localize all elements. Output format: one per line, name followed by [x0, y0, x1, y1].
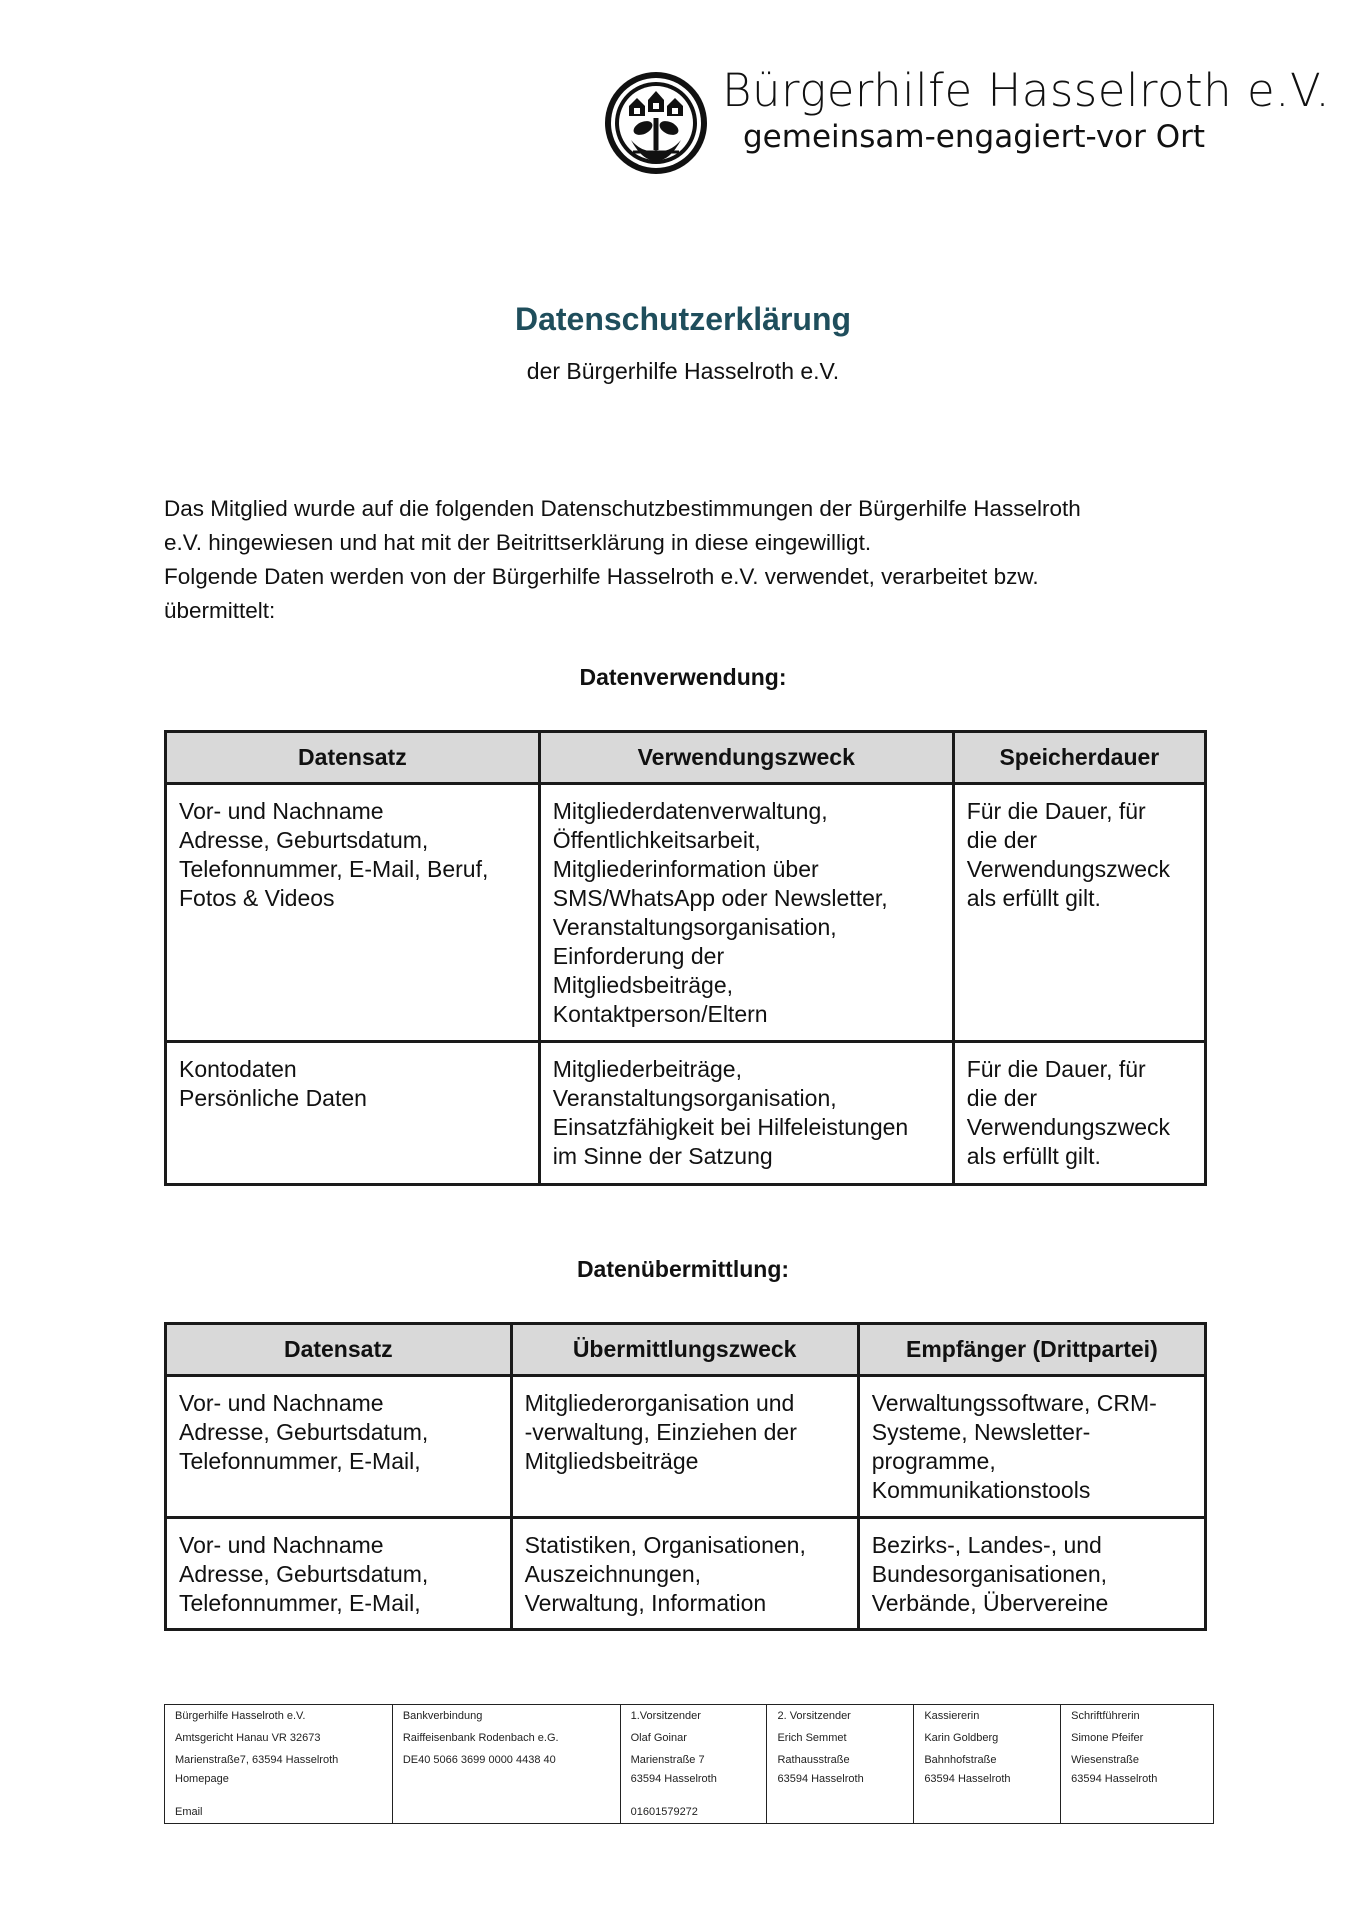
usage-heading: Datenverwendung: — [579, 664, 787, 690]
column-header: Übermittlungszweck — [511, 1324, 858, 1376]
cell-line: Mitgliedsbeiträge — [524, 1448, 699, 1474]
org-name: Bürgerhilfe Hasselroth e.V. — [722, 64, 1331, 117]
column-header: Empfänger (Drittpartei) — [858, 1324, 1205, 1376]
cell-line: die der — [966, 827, 1038, 853]
cell-line: im Sinne der Satzung — [552, 1143, 773, 1169]
cell-line: Einforderung der — [552, 943, 725, 969]
cell-line: Öffentlichkeitsarbeit, — [552, 827, 761, 853]
cell-line: Veranstaltungsorganisation, — [552, 1085, 837, 1111]
footer-cell: 63594 Hasselroth — [914, 1771, 1061, 1801]
cell-line: Systeme, Newsletter- — [871, 1419, 1091, 1445]
cell-line: Kommunikationstools — [871, 1477, 1091, 1503]
table-cell — [953, 1042, 1205, 1185]
column-header: Datensatz — [166, 1324, 512, 1376]
cell-line: Mitgliederbeiträge, — [552, 1056, 742, 1082]
org-slogan: gemeinsam-engagiert-vor Ort — [743, 119, 1206, 155]
cell-line: programme, — [871, 1448, 996, 1474]
footer-cell: 63594 Hasselroth — [767, 1771, 914, 1801]
table-row — [166, 1518, 1206, 1630]
cell-line: Kontaktperson/Eltern — [552, 1001, 768, 1027]
footer-cell: Marienstraße7, 63594 Hasselroth — [165, 1749, 393, 1771]
footer-row — [165, 1771, 1214, 1801]
table-row — [166, 1376, 1206, 1518]
table-row — [166, 1042, 1206, 1185]
footer-cell — [914, 1801, 1061, 1824]
cell-line: als erfüllt gilt. — [966, 1143, 1101, 1169]
cell-line: Mitgliederinformation über — [552, 856, 819, 882]
transfer-table — [164, 1322, 1207, 1631]
cell-line: Vor- und Nachname — [179, 1532, 384, 1558]
table-cell — [511, 1376, 858, 1518]
footer-cell: Schriftführerin — [1061, 1705, 1214, 1728]
footer-cell: Rathausstraße — [767, 1749, 914, 1771]
table-cell — [166, 1518, 512, 1630]
footer-cell: Bankverbindung — [392, 1705, 620, 1728]
footer-cell: Simone Pfeifer — [1061, 1727, 1214, 1749]
footer-cell: 2. Vorsitzender — [767, 1705, 914, 1728]
footer-cell: Amtsgericht Hanau VR 32673 — [165, 1727, 393, 1749]
column-header: Verwendungszweck — [539, 732, 953, 784]
footer-cell — [767, 1801, 914, 1824]
cell-line: Mitgliederorganisation und — [524, 1390, 795, 1416]
cell-line: Veranstaltungsorganisation, — [552, 914, 837, 940]
cell-line: als erfüllt gilt. — [966, 885, 1101, 911]
cell-line: Für die Dauer, für — [966, 1056, 1146, 1082]
cell-line: -verwaltung, Einziehen der — [524, 1419, 797, 1445]
table-cell — [953, 784, 1205, 1042]
footer-cell: Karin Goldberg — [914, 1727, 1061, 1749]
cell-line: Verwaltungssoftware, CRM- — [871, 1390, 1157, 1416]
cell-line: SMS/WhatsApp oder Newsletter, — [552, 885, 888, 911]
table-cell — [539, 1042, 953, 1185]
table-row — [166, 784, 1206, 1042]
cell-line: Persönliche Daten — [179, 1085, 367, 1111]
cell-line: Verwendungszweck — [966, 856, 1171, 882]
footer-row — [165, 1727, 1214, 1749]
table-cell — [166, 1376, 512, 1518]
footer-cell — [1061, 1801, 1214, 1824]
footer-email-label: Email — [165, 1801, 393, 1824]
footer-cell: Raiffeisenbank Rodenbach e.G. — [392, 1727, 620, 1749]
column-header: Speicherdauer — [953, 732, 1205, 784]
cell-line: Telefonnummer, E-Mail, — [179, 1590, 421, 1616]
cell-line: Verwaltung, Information — [524, 1590, 767, 1616]
footer-info-table — [164, 1704, 1214, 1824]
cell-line: Bundesorganisationen, — [871, 1561, 1108, 1587]
table-cell — [858, 1376, 1205, 1518]
footer-row — [165, 1801, 1214, 1824]
cell-line: Einsatzfähigkeit bei Hilfeleistungen — [552, 1114, 909, 1140]
table-cell — [539, 784, 953, 1042]
intro-line: e.V. hingewiesen und hat mit der Beitrittserklärung in diese eingewilligt. — [164, 530, 872, 555]
footer-cell: 63594 Hasselroth — [620, 1771, 767, 1801]
cell-line: Kontodaten — [179, 1056, 297, 1082]
intro-line: Das Mitglied wurde auf die folgenden Datenschutzbestimmungen der Bürgerhilfe Hasselroth — [164, 496, 1081, 521]
column-header: Datensatz — [166, 732, 540, 784]
footer-cell: Bürgerhilfe Hasselroth e.V. — [165, 1705, 393, 1728]
intro-line: übermittelt: — [164, 598, 276, 623]
cell-line: Mitgliederdatenverwaltung, — [552, 798, 828, 824]
cell-line: die der — [966, 1085, 1038, 1111]
cell-line: Verbände, Übervereine — [871, 1590, 1109, 1616]
transfer-heading: Datenübermittlung: — [576, 1256, 790, 1282]
footer-cell — [392, 1771, 620, 1801]
cell-line: Auszeichnungen, — [524, 1561, 702, 1587]
cell-line: Adresse, Geburtsdatum, — [179, 1561, 429, 1587]
footer-homepage-label: Homepage — [165, 1771, 393, 1801]
seal-tree-houses-icon — [603, 70, 709, 176]
intro-line: Folgende Daten werden von der Bürgerhilfe Hasselroth e.V. verwendet, verarbeitet bzw. — [164, 564, 1039, 589]
usage-table — [164, 730, 1207, 1186]
cell-line: Vor- und Nachname — [179, 798, 384, 824]
footer-cell: Marienstraße 7 — [620, 1749, 767, 1771]
table-cell — [511, 1518, 858, 1630]
table-header-row — [166, 1324, 1206, 1376]
table-header-row — [166, 732, 1206, 784]
table-cell — [858, 1518, 1205, 1630]
footer-cell: 1.Vorsitzender — [620, 1705, 767, 1728]
footer-cell: Erich Semmet — [767, 1727, 914, 1749]
cell-line: Bezirks-, Landes-, und — [871, 1532, 1102, 1558]
intro-paragraph — [164, 492, 1224, 628]
page-title: Datenschutzerklärung — [514, 301, 852, 337]
table-cell — [166, 784, 540, 1042]
cell-line: Vor- und Nachname — [179, 1390, 384, 1416]
cell-line: Verwendungszweck — [966, 1114, 1171, 1140]
footer-cell: Bahnhofstraße — [914, 1749, 1061, 1771]
footer-cell: Kassiererin — [914, 1705, 1061, 1728]
cell-line: Statistiken, Organisationen, — [524, 1532, 806, 1558]
footer-row — [165, 1749, 1214, 1771]
page-subtitle: der Bürgerhilfe Hasselroth e.V. — [526, 358, 840, 384]
cell-line: Für die Dauer, für — [966, 798, 1146, 824]
cell-line: Telefonnummer, E-Mail, Beruf, — [179, 856, 489, 882]
table-cell — [166, 1042, 540, 1185]
footer-cell: DE40 5066 3699 0000 4438 40 — [392, 1749, 620, 1771]
footer-cell — [392, 1801, 620, 1824]
cell-line: Mitgliedsbeiträge, — [552, 972, 734, 998]
footer-row — [165, 1705, 1214, 1728]
footer-cell: Wiesenstraße — [1061, 1749, 1214, 1771]
cell-line: Adresse, Geburtsdatum, — [179, 827, 429, 853]
cell-line: Adresse, Geburtsdatum, — [179, 1419, 429, 1445]
cell-line: Telefonnummer, E-Mail, — [179, 1448, 421, 1474]
cell-line: Fotos & Videos — [179, 885, 335, 911]
footer-cell: 63594 Hasselroth — [1061, 1771, 1214, 1801]
footer-phone: 01601579272 — [620, 1801, 767, 1824]
footer-cell: Olaf Goinar — [620, 1727, 767, 1749]
